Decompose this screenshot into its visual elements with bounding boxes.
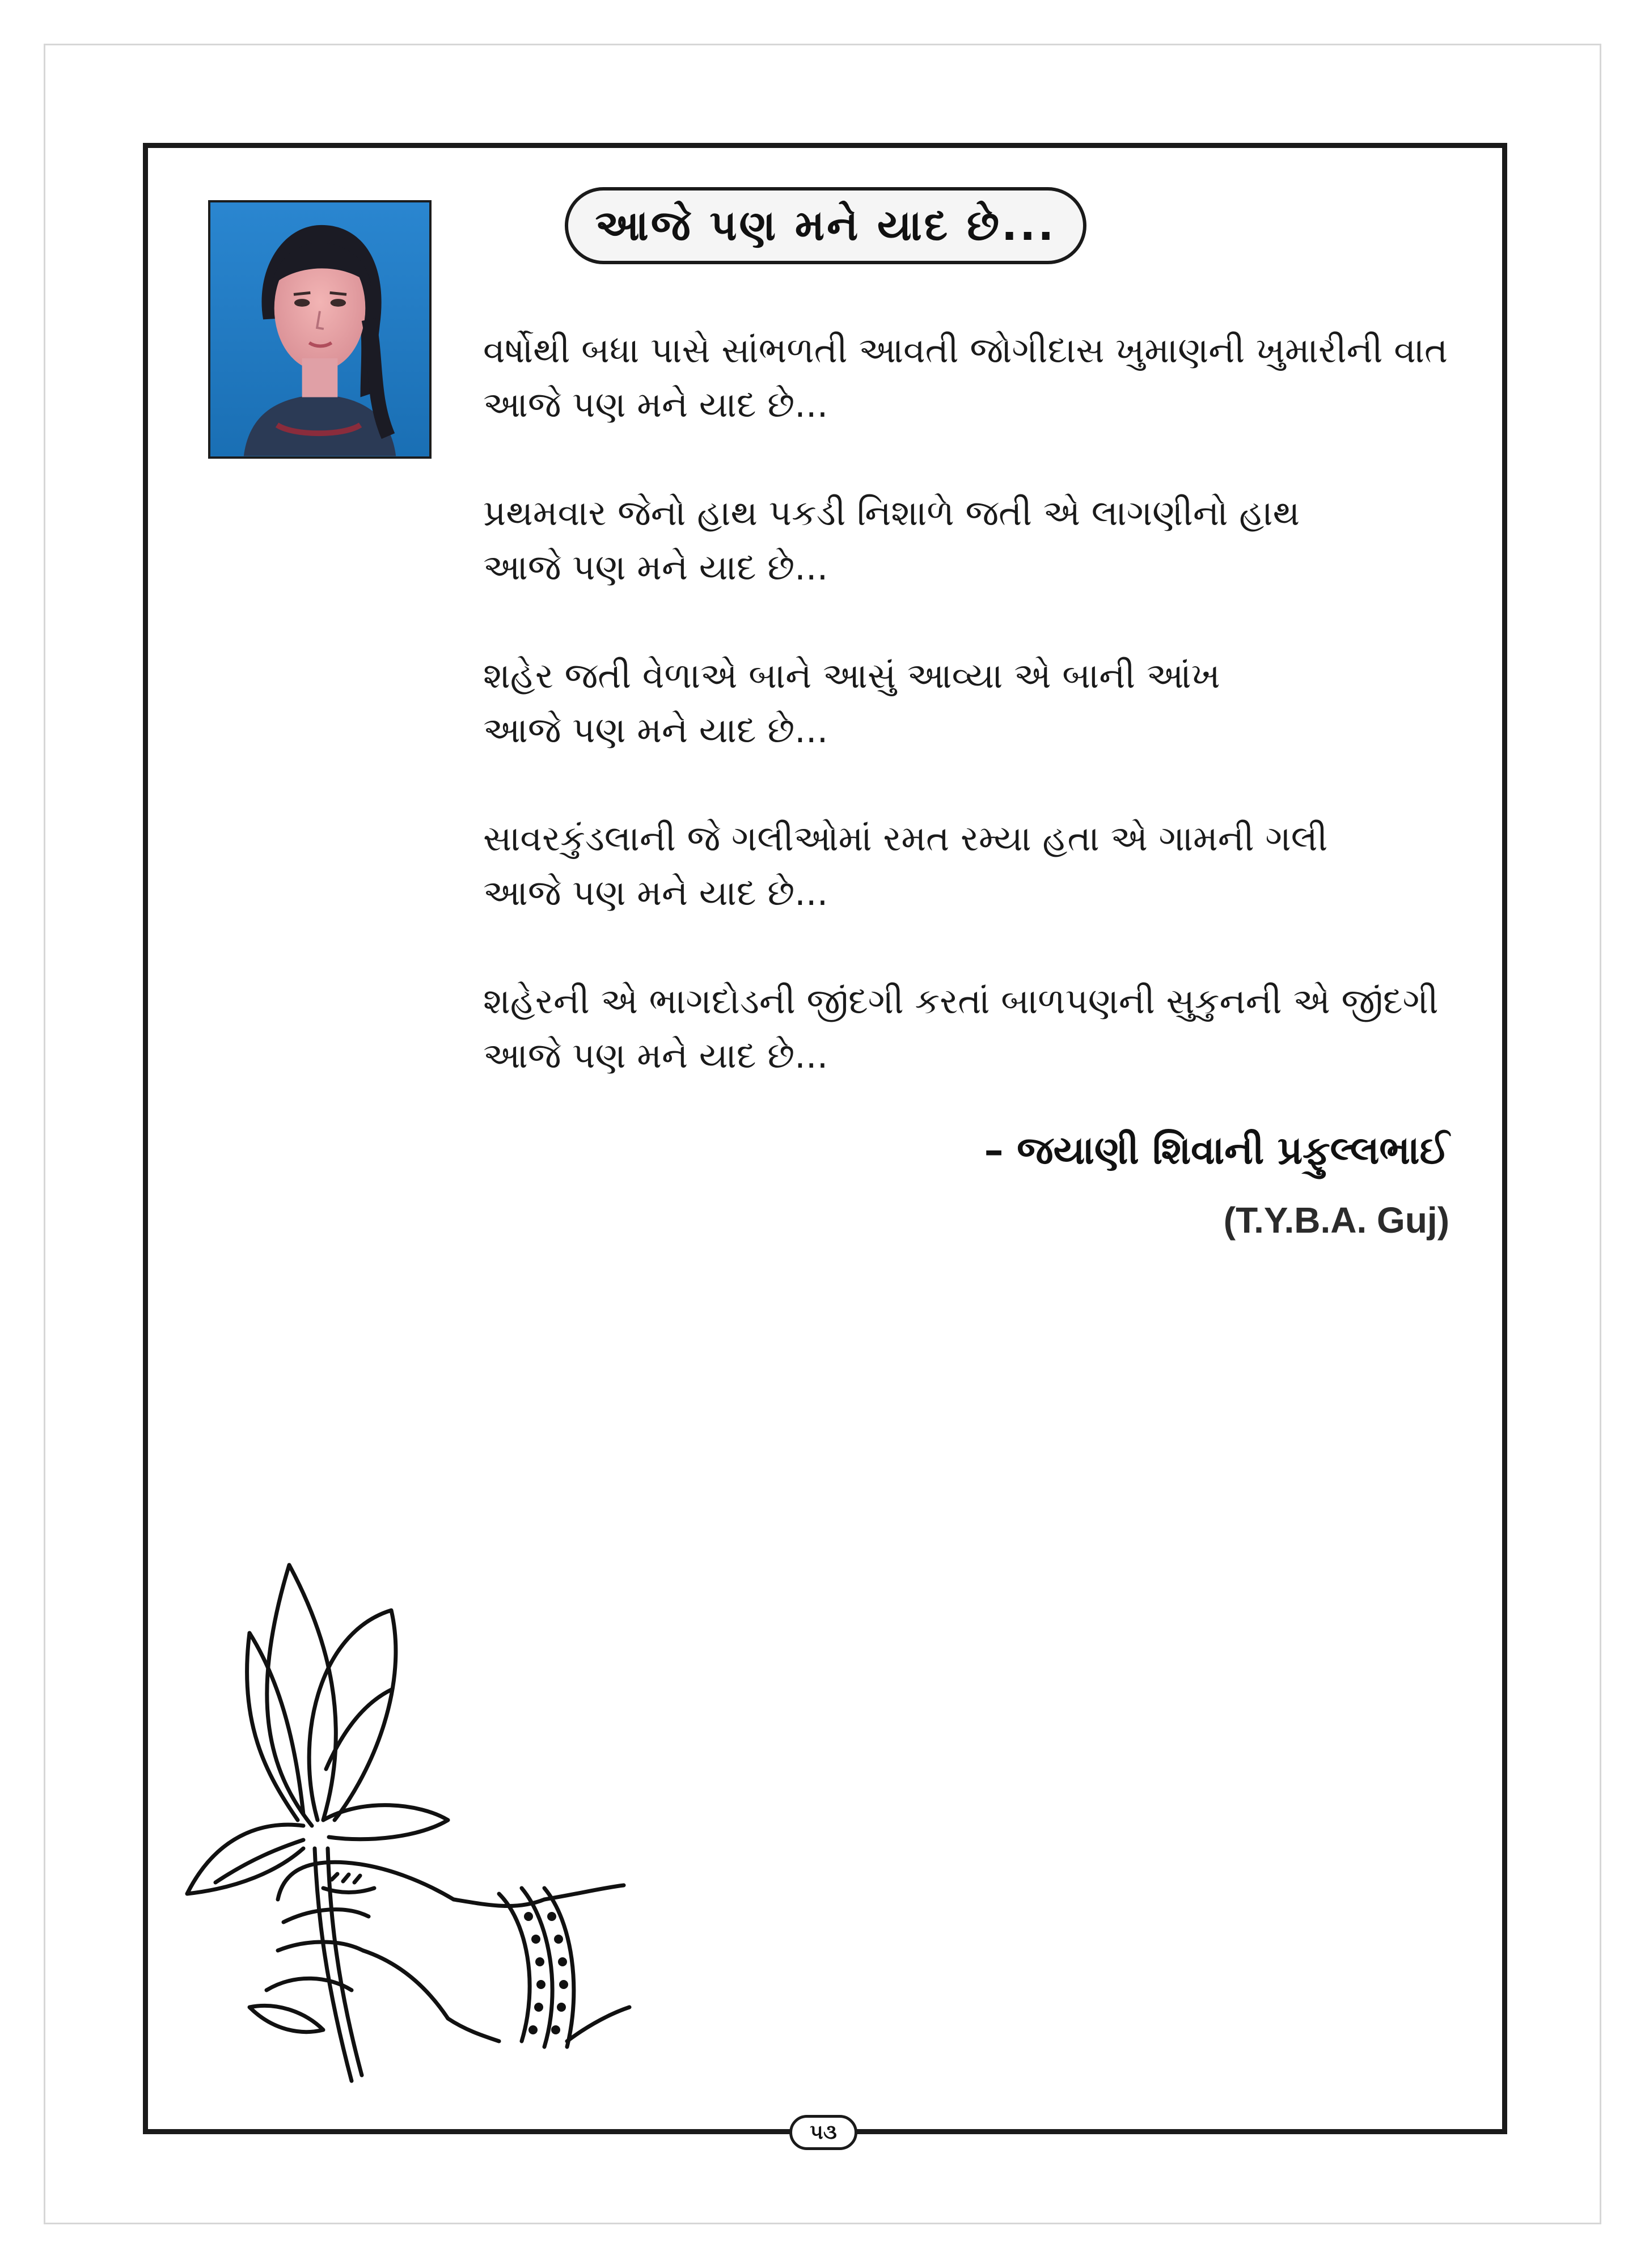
author-class: (T.Y.B.A. Guj) (1223, 1200, 1449, 1241)
poem-line: સાવરકુંડલાની જે ગલીઓમાં રમત રમ્યા હતા એ ગામની ગલી (483, 818, 1328, 859)
poem-refrain: આજે પણ મને યાદ છે... (483, 384, 828, 425)
poem-title-badge (565, 187, 1086, 264)
poem-refrain: આજે પણ મને યાદ છે... (483, 709, 828, 751)
poem-line: પ્રથમવાર જેનો હાથ પકડી નિશાળે જતી એ લાગણીનો હાથ (483, 492, 1300, 534)
hand-holding-lotus-icon (181, 1554, 635, 2087)
poem-refrain: આજે પણ મને યાદ છે... (483, 1035, 828, 1076)
author-name: – જયાણી શિવાની પ્રફુલ્લભાઈ (984, 1128, 1449, 1173)
poem-stanza (483, 649, 1458, 758)
poem-refrain: આજે પણ મને યાદ છે... (483, 872, 828, 913)
poem-stanza (483, 974, 1458, 1083)
poem-stanza (483, 486, 1458, 595)
poem-body (483, 323, 1458, 1137)
student-portrait-photo (210, 202, 429, 456)
poem-line: શહેરની એ ભાગદોડની જીંદગી કરતાં બાળપણની સુકુનની એ જીંદગી (483, 980, 1439, 1022)
poem-line: વર્ષોથી બધા પાસે સાંભળતી આવતી જોગીદાસ ખુમાણની ખુમારીની વાત (483, 329, 1448, 371)
page-number: ૫૩ (789, 2115, 857, 2150)
author-photo (208, 200, 432, 459)
poem-title: આજે પણ મને યાદ છે... (595, 201, 1056, 250)
poem-stanza (483, 811, 1458, 920)
poem-stanza (483, 323, 1458, 432)
poem-refrain: આજે પણ મને યાદ છે... (483, 547, 828, 588)
poem-line: શહેર જતી વેળાએ બાને આસું આવ્યા એ બાની આંખ (483, 655, 1220, 696)
